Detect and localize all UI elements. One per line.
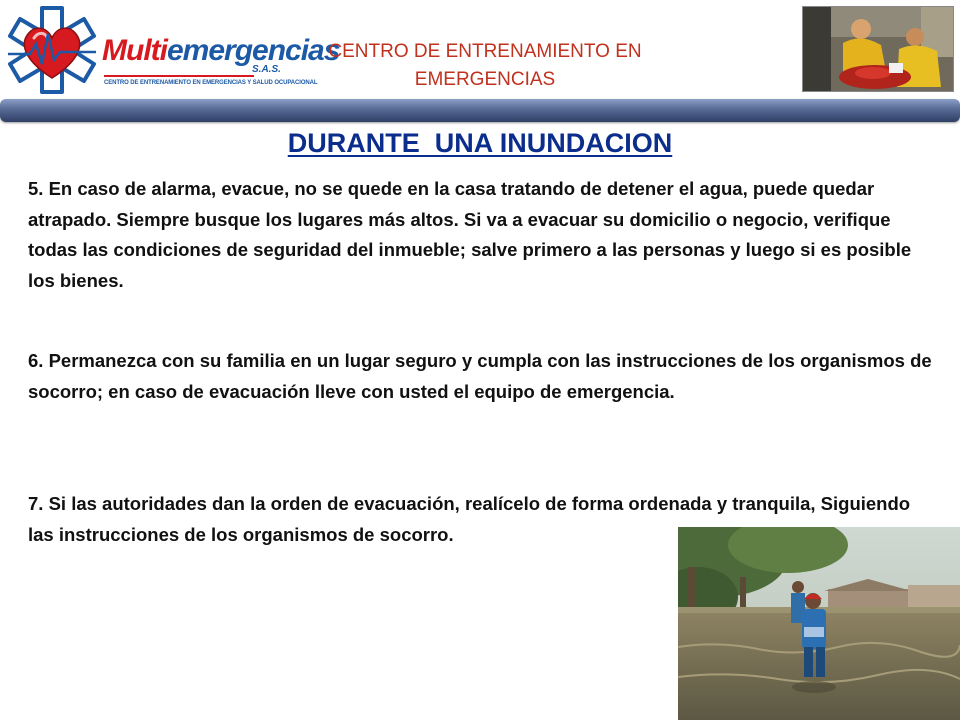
flood-photo	[678, 527, 960, 720]
star-of-life-heart-icon	[4, 4, 100, 96]
header-title-line-1: CENTRO DE ENTRENAMIENTO EN	[328, 41, 642, 62]
instruction-5: 5. En caso de alarma, evacue, no se quede en la casa tratando de detener el agua, puede quedar atrapado. Siempre busque los lugares más altos. Si va a evacuar su domicilio o negocio, verifique todas las condiciones de seguridad del inmueble; salve primero a las personas y luego si es posible los bienes.	[28, 178, 912, 291]
company-logo	[2, 2, 340, 98]
header-divider	[0, 99, 960, 122]
brand-tagline: CENTRO DE ENTRENAMIENTO EN EMERGENCIAS Y SALUD OCUPACIONAL	[104, 80, 318, 86]
brand-underline	[104, 75, 254, 77]
header-title	[300, 38, 670, 94]
brand-name: Multiemergencias	[102, 34, 340, 67]
page-heading: DURANTE UNA INUNDACION	[287, 128, 673, 158]
rescue-photo	[802, 6, 954, 92]
instruction-7: 7. Si las autoridades dan la orden de evacuación, realícelo de forma ordenada y tranquila, Siguiendo las instrucciones de los organismos de socorro.	[28, 493, 911, 545]
header-title-line-2: EMERGENCIAS	[414, 69, 556, 90]
instruction-6: 6. Permanezca con su familia en un lugar seguro y cumpla con las instrucciones de los organismos de socorro; en caso de evacuación lleve con usted el equipo de emergencia.	[28, 350, 932, 402]
brand-suffix: S.A.S.	[252, 64, 281, 75]
